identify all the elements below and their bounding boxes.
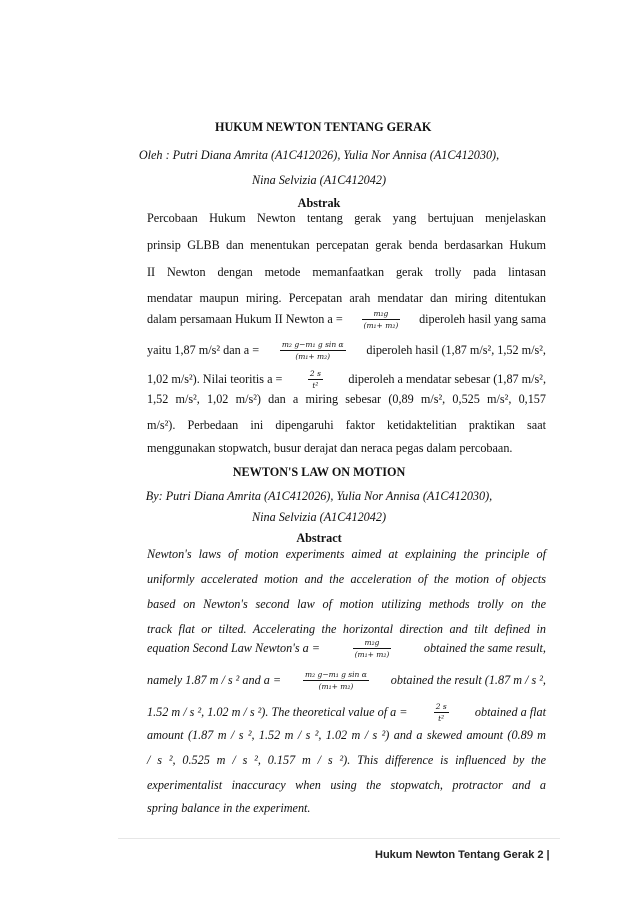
abstrak-line-6-end: diperoleh hasil (1,87 m/s², 1,52 m/s², (366, 342, 546, 357)
abstract-line-10: experimentalist inaccuracy when using the stopwatch, protractor and a (147, 778, 546, 792)
authors-line-2-english: Nina Selvizia (A1C412042) (251, 510, 387, 524)
formula-2-numerator: m₂ g−m₁ g sin α (281, 339, 344, 349)
abstract-line-7 (147, 697, 546, 727)
formula-1-denominator-en: (m₁+ m₂) (354, 649, 390, 659)
formula-2-numerator-en: m₂ g−m₁ g sin α (305, 669, 367, 679)
formula-2-denominator: (m₁+ m₂) (280, 350, 346, 362)
formula-newton-horizontal-en (353, 637, 392, 660)
abstract-heading-english: Abstract (296, 531, 342, 545)
footer-divider (118, 838, 560, 839)
abstrak-line-5-start: dalam persamaan Hukum II Newton a = (147, 311, 343, 326)
abstrak-line-10: menggunakan stopwatch, busur derajat dan neraca pegas dalam percobaan. (147, 441, 513, 455)
page-footer: Hukum Newton Tentang Gerak 2 | (375, 849, 550, 861)
abstrak-line-8: 1,52 m/s², 1,02 m/s²) dan a miring sebesar (0,89 m/s², 0,525 m/s², 0,157 (147, 392, 546, 406)
formula-2-denominator-en: (m₁+ m₂) (303, 680, 369, 692)
abstract-line-4: track flat or tilted. Accelerating the horizontal direction and tilt defined in (147, 622, 546, 636)
authors-line-1-indonesian: Oleh : Putri Diana Amrita (A1C412026), Yulia Nor Annisa (A1C412030), (138, 148, 500, 162)
abstrak-line-9: m/s²). Perbedaan ini dipengaruhi faktor ketidaktelitian praktikan saat (147, 418, 546, 432)
abstrak-line-2: prinsip GLBB dan menentukan percepatan gerak benda berdasarkan Hukum (147, 238, 546, 252)
formula-1-numerator-en: m₂g (364, 637, 380, 647)
abstrak-line-4: mendatar maupun miring. Percepatan arah mendatar dan miring ditentukan (147, 291, 546, 305)
abstract-line-1: Newton's laws of motion experiments aimed at explaining the principle of (147, 547, 546, 561)
formula-newton-incline-en (303, 669, 369, 692)
abstrak-line-5 (147, 304, 546, 334)
formula-3-denominator-en: t² (434, 712, 449, 724)
abstract-line-6-end: obtained the result (1.87 m / s ², (390, 672, 546, 687)
abstract-line-11: spring balance in the experiment. (147, 801, 311, 815)
abstrak-line-7-start: 1,02 m/s²). Nilai teoritis a = (147, 371, 283, 386)
formula-3-numerator: 2 s (309, 368, 321, 378)
formula-kinematic-en (434, 701, 449, 724)
authors-line-1-english: By: Putri Diana Amrita (A1C412026), Yulia Nor Annisa (A1C412030), (145, 489, 493, 503)
title-indonesian: HUKUM NEWTON TENTANG GERAK (215, 120, 432, 134)
abstract-line-9: / s ², 0.525 m / s ², 0.157 m / s ²). This difference is influenced by the (147, 753, 546, 767)
abstract-line-5-end: obtained the same result, (423, 640, 546, 655)
formula-1-denominator: (m₁+ m₂) (363, 320, 399, 330)
abstrak-line-6-start: yaitu 1,87 m/s² dan a = (147, 342, 260, 357)
abstract-line-8: amount (1.87 m / s ², 1.52 m / s ², 1.02 m / s ²) and a skewed amount (0.89 m (147, 728, 546, 742)
formula-3-numerator-en: 2 s (435, 701, 447, 711)
abstrak-line-3: II Newton dengan metode memanfaatkan gerak trolly pada lintasan (147, 265, 546, 279)
abstract-line-7-end: obtained a flat (474, 704, 546, 719)
formula-newton-incline (280, 339, 346, 362)
abstract-line-2: uniformly accelerated motion and the acceleration of the motion of objects (147, 572, 546, 586)
authors-line-2-indonesian: Nina Selvizia (A1C412042) (251, 173, 387, 187)
abstrak-line-6 (147, 335, 546, 365)
formula-1-numerator: m₂g (373, 308, 389, 318)
formula-3-denominator: t² (308, 379, 323, 391)
abstract-line-6-start: namely 1.87 m / s ² and a = (147, 672, 282, 687)
title-english: NEWTON'S LAW ON MOTION (232, 465, 406, 479)
abstrak-line-1: Percobaan Hukum Newton tentang gerak yang bertujuan menjelaskan (147, 211, 546, 225)
abstract-line-5 (147, 633, 546, 663)
abstract-heading-indonesian: Abstrak (297, 196, 341, 210)
abstract-line-7-start: 1.52 m / s ², 1.02 m / s ²). The theoretical value of a = (147, 704, 408, 719)
abstract-line-6 (147, 665, 546, 695)
formula-kinematic (308, 368, 323, 391)
abstrak-line-7-end: diperoleh a mendatar sebesar (1,87 m/s², (348, 371, 546, 386)
abstract-line-5-start: equation Second Law Newton's a = (147, 640, 320, 655)
abstract-line-3: based on Newton's second law of motion utilizing methods trolly on the (147, 597, 546, 611)
abstrak-line-5-end: diperoleh hasil yang sama (419, 311, 546, 326)
formula-newton-horizontal (362, 308, 401, 331)
abstrak-line-7 (147, 364, 546, 394)
